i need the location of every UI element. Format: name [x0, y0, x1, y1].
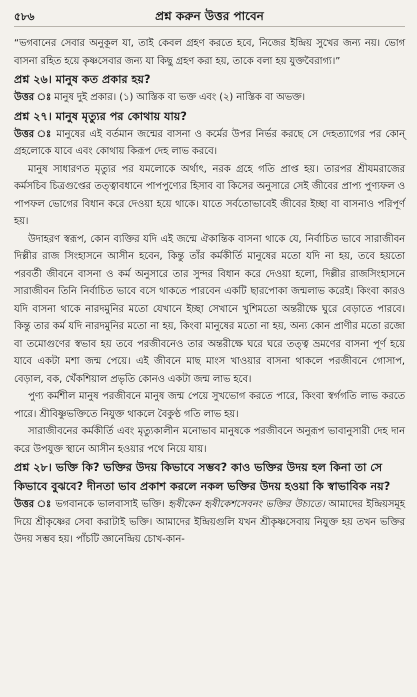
quote-paragraph: “ভগবানের সেবার অনুকূল যা, তাই কেবল গ্রহণ করতে হবে, নিজের ইন্দ্রিয় সুখের জন্য নয়। ভোগ বাসনা রহিত হয়ে কৃষ্ণসেবার জন্য যা কিছু গ্রহণ করা হয়, তাকে বলা হয় যুক্তবৈরাগ্য।”	[14, 38, 405, 67]
answer-text: ভগবানকে ভালবাসাই ভক্তি।	[55, 499, 165, 510]
paragraph-3: পুণ্য কর্মশীল মানুষ পরজীবনে মানুষ জন্ম পেয়ে সুখভোগ করতে পারে, কিংবা স্বর্গগতি লাভ করতে পারে। শ্রীবিষ্ণুভক্তিতে নিযুক্ত থাকলে বৈকুণ্ঠ গতি লাভ হয়।	[14, 391, 405, 420]
question-28: প্রশ্ন ২৮। ভক্তি কি? ভক্তির উদয় কিভাবে সম্ভব? কাও ভক্তির উদয় হল কিনা তা সে কিভাবে বুঝবে? দীনতা ভাব প্রকাশ করলে নকল ভক্তির উদয় হওয়া কি স্বাভাবিক নয়?	[14, 461, 391, 493]
question-27: প্রশ্ন ২৭। মানুষ মৃত্যুর পর কোথায় যায়?	[14, 109, 187, 123]
page-header	[14, 6, 405, 27]
sanskrit-quote: হৃষীকেন হৃষীকেশসেবনং ভক্তির উচ্যতে।	[168, 499, 325, 510]
question-26: প্রশ্ন ২৬। মানুষ কত প্রকার হয়?	[14, 73, 151, 86]
page-number: ৫৮৬	[14, 11, 35, 23]
answer-27	[14, 126, 405, 161]
answer-text: মানুষের এই বর্তমান জন্মের বাসনা ও কর্মের উপর নির্ভর করছে সে দেহত্যাগের পর কোন্ গ্রহলোকে যাবে এবং কোথায় কিরূপ দেহ লাভ করবে।	[14, 128, 405, 157]
answer-text: মানুষ দুই প্রকার। (১) আস্তিক বা ভক্ত এবং (২) নাস্তিক বা অভক্ত।	[54, 92, 306, 103]
answer-label: উত্তর ঃ	[14, 92, 52, 103]
answer-label: উত্তর ঃ	[14, 128, 53, 140]
answer-28	[14, 496, 405, 549]
running-title: প্রশ্ন করুন উত্তর পাবেন	[155, 9, 264, 23]
paragraph-1: মানুষ সাধারণত মৃত্যুর পর যমলোকে অর্থাৎ, নরক গ্রহে গতি প্রাপ্ত হয়। তারপর শ্রীযমরাজের কর্মসচিব চিত্রগুপ্তের তত্ত্বাবধানে পাপপুণ্যের হিসাব বা কিসের অনুসারে সেই জীবের প্রাপ্য পুণ্যফল ও পাপফল ভোগের বিধান করে দেওয়া হয়ে থাকে। যাতে সর্বতোভাবেই জীবের ইচ্ছা বা বাসনাও পরিপূর্ণ হয়।	[14, 163, 405, 227]
paragraph-2: উদাহরণ স্বরূপ, কোন ব্যক্তির যদি এই জন্মে ঐকান্তিক বাসনা থাকে যে, নির্বাচিত ভাবে সারাজীবন দিল্লীর রাজ সিংহাসনে আসীন হবেন, কিন্তু তাঁর কর্মকীর্তি মানুষের মতো যদি না হয়, তবে হয়তো পরবর্তী জীবনে বাসনা ও কর্ম অনুসারে তার সুন্দর বিধান করে দেওয়া হলো, দিল্লীর রাজসিংহাসনে সারাজীবন তিনি নির্বাচিত ভাবে বসে থাকতে পারবেন একটি ছারপোকা জন্মলাভ করেই। কিংবা কারও যদি বাসনা থাকে নারদমুনির মতো যেখানে ইচ্ছা সেখানে খুশিমতো অন্তরীক্ষে ঘুরে বেড়াতে পারবে। কিন্তু তার কর্ম যদি নারদমুনির মতো না হয়, কিংবা মানুষের মতো না হয়, অন্য কোন প্রাণীর মতো রজো বা তমোগুণের স্বভাব হয় তবে পরজীবনেও তার অন্তরীক্ষে ঘরে ঘরে তত্ত্ব ভ্রমণের বাসনা পূর্ণ হয়ে যাবে একটা মশা জন্ম পেয়ে। এই জীবনে মাছ মাংস খাওয়ার বাসনা থাকলে পরজীবনে গোসাপ, বেড়াল, বক, খেঁকশিয়াল প্রভৃতি কোনও একটা জন্ম লাভ হবে।	[14, 233, 405, 385]
answer-text: আমাদের ইন্দ্রিয়সমূহ দিয়ে শ্রীকৃষ্ণের সেবা করাটাই ভক্তি। আমাদের ইন্দ্রিয়গুলি যখন শ্রীকৃষ্ণসেবায় নিযুক্ত হয় তখন ভক্তির উদয় সম্ভব হয়। পাঁচটি জ্ঞানেন্দ্রিয় চোখ-কান-	[14, 499, 405, 545]
answer-label: উত্তর ঃ	[14, 499, 52, 510]
paragraph-4: সারাজীবনের কর্মকীর্তি এবং মৃত্যুকালীন মনোভাব মানুষকে পরজীবনে অনুরূপ ভাবানুসারী দেহ দান করে উপযুক্ত স্থানে আসীন হওয়ার পথে নিয়ে যায়।	[14, 426, 405, 455]
answer-26	[14, 89, 405, 107]
